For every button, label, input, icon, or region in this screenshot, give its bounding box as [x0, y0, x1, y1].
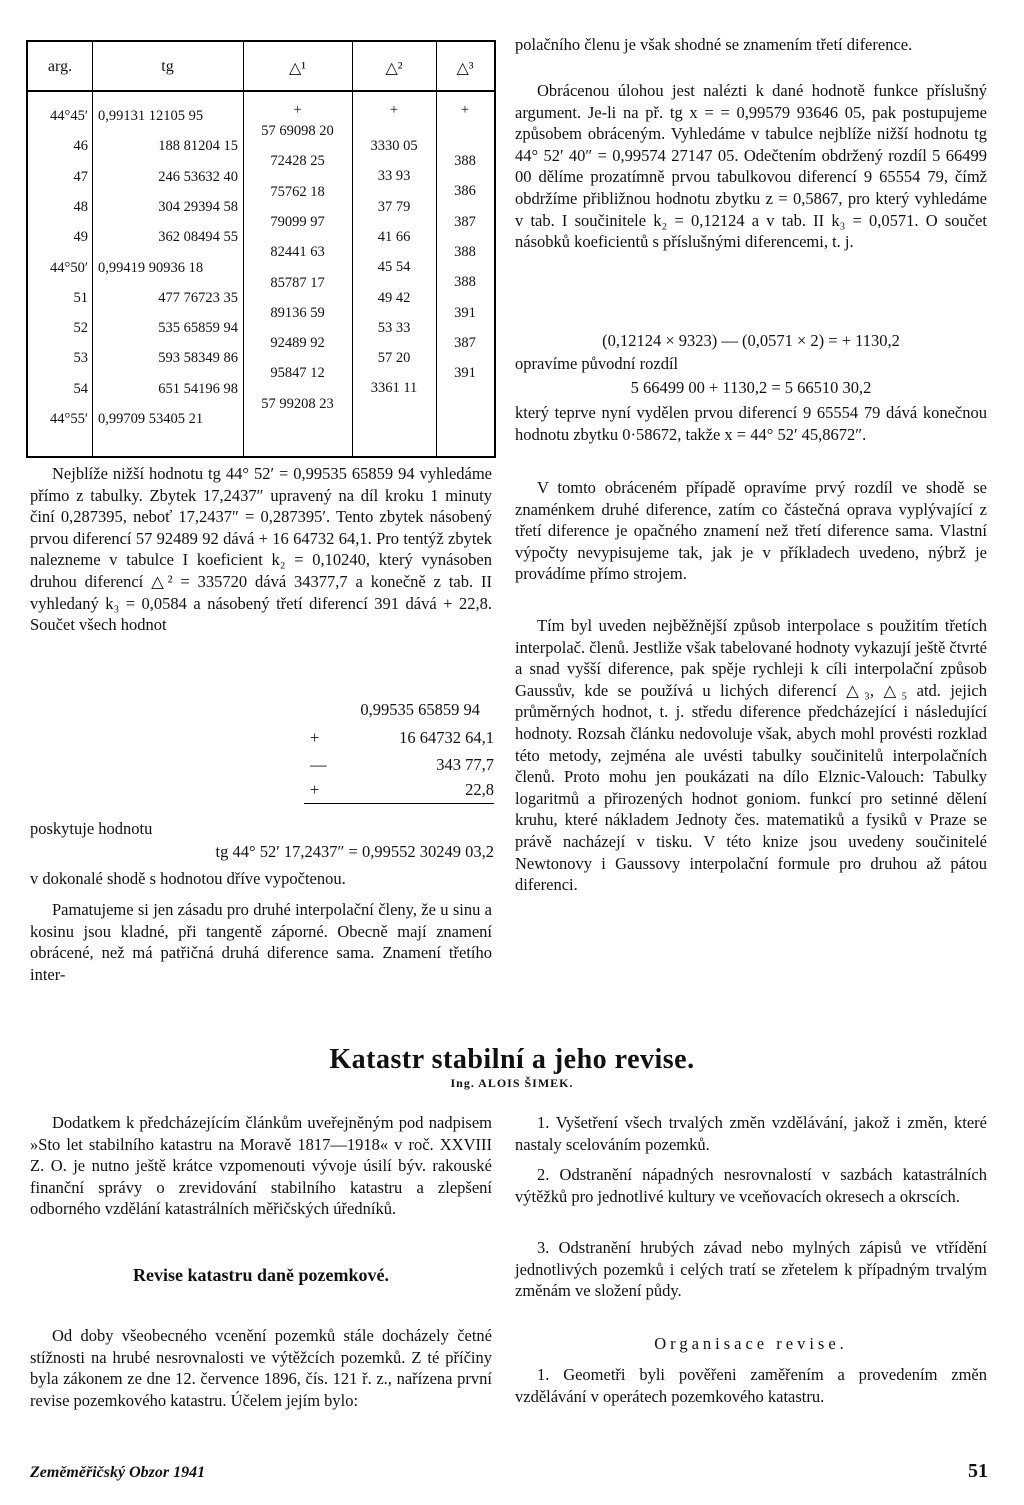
sign-cell: + — [293, 102, 302, 118]
sum-rule — [304, 803, 494, 804]
tg-cell: 0,99419 90936 18 — [98, 259, 204, 276]
delta3-cell: 391 — [454, 304, 476, 321]
delta1-cell: 57 99208 23 — [261, 395, 334, 412]
header-arg: arg. — [47, 58, 73, 75]
journal-name: Zeměměřičský Obzor 1941 — [30, 1464, 206, 1481]
list-item: 1. Vyšetření všech trvalých změn vzdělávání, jakož i změn, které nastaly scelováním pozemků. — [515, 1113, 987, 1154]
tg-cell: 362 08494 55 — [158, 229, 238, 246]
sum-value: 16 64732 64,1 — [399, 728, 494, 747]
sum-sign: — — [310, 755, 327, 774]
delta1-cell: 95847 12 — [270, 365, 325, 382]
page-number: 51 — [968, 1460, 988, 1482]
paragraph: Pamatujeme si jen zásadu pro druhé interpolační členy, že u sinu a kosinu jsou kladné, při tangentě záporné. Obecně mají znamení obrácené, než má patřičná druhá diference sama. Znamení třetího inter- — [30, 900, 492, 984]
header-delta1: △¹ — [288, 60, 307, 77]
paragraph: opravíme původní rozdíl — [515, 354, 679, 373]
sum-value: 22,8 — [465, 780, 494, 799]
arg-cell: 48 — [73, 198, 88, 215]
sum-value: 0,99535 65859 94 — [360, 700, 480, 719]
paragraph: v dokonalé shodě s hodnotou dříve vypočtenou. — [30, 869, 346, 888]
delta2-cell: 33 93 — [377, 168, 411, 185]
paragraph: V tomto obráceném případě opravíme prvý rozdíl ve shodě se znaménkem druhé diference, zatím co částečná oprava vyplývající z třetí diference je opačného znamení než třetí diference sama. Vlastní výpočty nevypisujeme tak, jak je v příkladech uvedeno, nýbrž je provádíme přímo strojem. — [515, 478, 987, 584]
sum-sign: + — [310, 780, 320, 799]
delta1-cell: 75762 18 — [270, 183, 325, 200]
delta3-cell: 388 — [454, 274, 476, 291]
paragraph: Nejblíže nižší hodnotu tg 44° 52′ = 0,99535 65859 94 vyhledáme přímo z tabulky. Zbytek 17,2437″ upravený na díl kroku 1 minuty činí 0,287395, neboť 17,2437″ = 0,287395′. Tento zbytek násobený prvou diferencí 57 92489 92 dává + 16 64732 64,1. Pro tentýž zbytek nalezneme v tabulce I koeficient k₂ = 0,10240, který vynásoben druhou diferencí △² = 335720 dává 34377,7 a konečně z tab. II vyhledaný k₃ = 0,0584 a násobený třetí diferencí 391 dává + 22,8. Součet všech hodnot — [30, 464, 492, 635]
tg-cell: 188 81204 15 — [158, 138, 238, 155]
delta2-cell: 45 54 — [377, 259, 411, 276]
sum-value: 343 77,7 — [436, 755, 494, 774]
formula: 5 66499 00 + 1130,2 = 5 66510 30,2 — [630, 378, 872, 397]
delta3-cell: 387 — [454, 213, 476, 230]
tg-cell: 246 53632 40 — [158, 168, 238, 185]
arg-cell: 44°45′ — [50, 108, 88, 124]
delta2-cell: 57 20 — [377, 350, 411, 367]
delta1-cell: 89136 59 — [270, 304, 325, 321]
formula: (0,12124 × 9323) — (0,0571 × 2) = + 1130,2 — [602, 331, 900, 350]
delta1-cell: 85787 17 — [270, 274, 325, 291]
sum-block — [280, 700, 494, 810]
delta2-cell: 53 33 — [377, 319, 411, 336]
arg-cell: 51 — [73, 289, 88, 306]
delta3-cell: 391 — [454, 365, 476, 382]
delta1-cell: 82441 63 — [270, 244, 325, 261]
tg-cell: 304 29394 58 — [158, 198, 238, 215]
delta3-cell: 388 — [454, 153, 476, 169]
paragraph: 1. Geometři byli pověřeni zaměřením a provedením změn vzdělávání v operátech pozemkového katastru. — [515, 1365, 987, 1406]
section-heading: Revise katastru daně pozemkové. — [133, 1265, 389, 1285]
delta3-cell: 387 — [454, 334, 476, 351]
arg-cell: 52 — [73, 320, 88, 337]
sign-cell: + — [389, 102, 399, 118]
interpolation-table — [26, 40, 496, 458]
list-item: 3. Odstranění hrubých závad nebo mylných zápisů ve vtřídění jednotlivých pozemků i celých tratí se zřetelem k případným trvalým změnám ve složení půdy. — [515, 1238, 987, 1301]
paragraph: Dodatkem k předcházejícím článkům uveřejněným pod nadpisem »Sto let stabilního katastru na Moravě 1817—1918« v roč. XXVIII Z. O. je nutno ještě krátce vzpomenouti vývoje úsilí býv. rakouské finanční správy o zrevidování stabilního katastru a zlepšení odborného vzdělání katastrálních měřičských úředníků. — [30, 1113, 492, 1219]
tg-cell: 477 76723 35 — [158, 289, 238, 306]
delta2-cell: 3330 05 — [370, 138, 418, 154]
arg-cell: 49 — [73, 229, 88, 246]
paragraph: Obrácenou úlohou jest nalézti k dané hodnotě funkce příslušný argument. Je-li na př. tg x = = 0,99579 93646 05, pak postupujeme způsobem obráceným. Vyhledáme v tabulce nejblíže nižší hodnotu tg 44° 52′ 40″ = 0,99574 27147 05. Odečtením obdržený rozdíl 5 66499 00 dělíme prozatímně prvou tabulkovou diferencí 9 65554 79, čímž obdržíme přibližnou hodnotu zbytku z = 0,5867, pro který vyhledáme v tab. I součinitele k₂ = 0,12124 a v tab. II k₃ = 0,0571. O součet násobků koeficientů s příslušnými diferencemi, t. j. — [515, 81, 987, 252]
tg-cell: 535 65859 94 — [158, 320, 238, 337]
arg-cell: 44°55′ — [50, 411, 88, 427]
header-delta3: △³ — [456, 60, 474, 77]
delta2-cell: 49 42 — [377, 289, 411, 306]
arg-cell: 44°50′ — [50, 259, 88, 276]
section-heading: Organisace revise. — [654, 1334, 848, 1353]
tg-cell: 651 54196 98 — [158, 380, 238, 397]
tg-cell: 0,99131 12105 95 — [98, 108, 204, 124]
paragraph: který teprve nyní vydělen prvou diferencí 9 65554 79 dává konečnou hodnotu zbytku 0·58672, takže x = 44° 52′ 45,8672″. — [515, 403, 987, 444]
paragraph: polačního členu je však shodné se znamením třetí diference. — [515, 35, 913, 54]
paragraph: poskytuje hodnotu — [30, 819, 153, 838]
delta2-cell: 3361 11 — [370, 380, 418, 397]
delta1-cell: 72428 25 — [270, 153, 325, 170]
delta2-cell: 37 79 — [377, 198, 411, 215]
tg-cell: 0,99709 53405 21 — [98, 411, 204, 427]
table-header-rule — [28, 90, 494, 92]
delta1-cell: 92489 92 — [270, 335, 325, 352]
delta2-cell: 41 66 — [377, 228, 411, 245]
header-tg: tg — [161, 58, 174, 75]
delta1-cell: 57 69098 20 — [261, 123, 334, 139]
arg-cell: 53 — [73, 350, 88, 367]
arg-cell: 47 — [73, 168, 88, 185]
table-divider — [92, 42, 93, 456]
sign-cell: + — [460, 102, 470, 118]
delta3-cell: 388 — [454, 243, 476, 260]
delta1-cell: 79099 97 — [270, 213, 325, 230]
paragraph: Tím byl uveden nejběžnější způsob interpolace s použitím třetích interpolač. členů. Jestliže však tabelované hodnoty vykazují ještě čtvrté a snad vyšší diference, pak spěje rychleji k cíli interpolační způsob Gaussův, kde se používá u lichých diferencí △₃, △₅ atd. jejich průměrných hodnot, t. j. středu diference předcházející i následující hodnoty. Rozsah článku nedovoluje však, abych mohl provésti rozklad této metody, zejména ale uvésti tabulky součinitelů interpolačních členů. Proto mohu jen poukázati na dílo Elznic-Valouch: Tabulky logaritmů a přirozených hodnot goniom. funkcí pro setinné dělení kruhu, které nákladem Jednoty čes. matematiků a fysiků v Praze se právě nacházejí v tisku. V této knize jsou uvedeny součinitelé Newtonovy i Gaussovy interpolační formule pro druhou až pátou diferenci. — [515, 616, 987, 895]
sum-sign: + — [310, 728, 320, 747]
arg-cell: 46 — [73, 138, 88, 155]
list-item: 2. Odstranění nápadných nesrovnalostí v sazbách katastrálních výtěžků pro jednotlivé kultury ve vceňovacích okresech a okrscích. — [515, 1165, 987, 1206]
delta3-cell: 386 — [454, 183, 476, 200]
header-delta2: △² — [385, 60, 403, 77]
tg-cell: 593 58349 86 — [158, 350, 238, 367]
arg-cell: 54 — [73, 380, 88, 397]
article-author: Ing. ALOIS ŠIMEK. — [450, 1076, 574, 1090]
paragraph: Od doby všeobecného vcenění pozemků stále docházely četné stížnosti na hrubé nesrovnalosti ve výtěžcích pozemků. Z té příčiny byla zákonem ze dne 12. července 1896, čís. 121 ř. z., nařízena první revise pozemkového katastru. Účelem jejím bylo: — [30, 1326, 492, 1410]
formula: tg 44° 52′ 17,2437″ = 0,99552 30249 03,2 — [215, 842, 494, 861]
article-title: Katastr stabilní a jeho revise. — [329, 1044, 695, 1075]
